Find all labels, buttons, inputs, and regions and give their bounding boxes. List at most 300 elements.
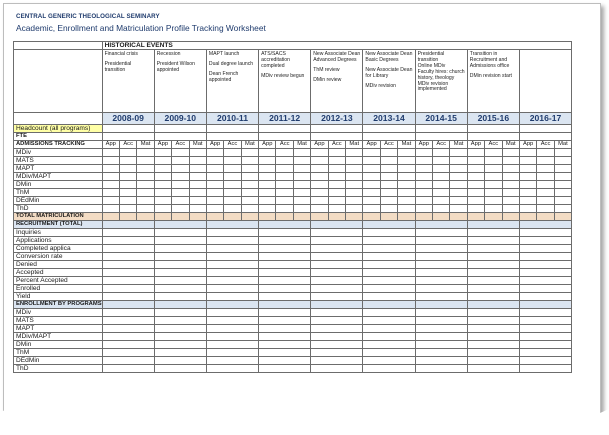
data-cell[interactable]	[172, 149, 189, 157]
data-cell[interactable]	[363, 301, 415, 309]
data-cell[interactable]	[467, 309, 519, 317]
data-cell[interactable]	[311, 173, 328, 181]
data-cell[interactable]	[102, 237, 154, 245]
data-cell[interactable]	[346, 157, 363, 165]
data-cell[interactable]	[137, 213, 154, 221]
data-cell[interactable]	[137, 149, 154, 157]
data-cell[interactable]	[450, 205, 467, 213]
data-cell[interactable]	[259, 365, 311, 373]
data-cell[interactable]	[206, 325, 258, 333]
data-cell[interactable]	[346, 165, 363, 173]
data-cell[interactable]	[519, 317, 571, 325]
data-cell[interactable]	[363, 325, 415, 333]
data-cell[interactable]	[259, 357, 311, 365]
data-cell[interactable]	[467, 261, 519, 269]
data-cell[interactable]	[137, 197, 154, 205]
data-cell[interactable]	[154, 173, 171, 181]
data-cell[interactable]	[259, 205, 276, 213]
data-cell[interactable]	[276, 173, 293, 181]
data-cell[interactable]	[467, 197, 484, 205]
data-cell[interactable]	[311, 237, 363, 245]
data-cell[interactable]	[363, 285, 415, 293]
data-cell[interactable]	[206, 149, 223, 157]
data-cell[interactable]	[519, 181, 536, 189]
data-cell[interactable]	[224, 205, 241, 213]
data-cell[interactable]	[206, 125, 258, 133]
data-cell[interactable]	[293, 197, 310, 205]
data-cell[interactable]	[119, 157, 136, 165]
data-cell[interactable]	[363, 261, 415, 269]
data-cell[interactable]	[485, 213, 502, 221]
data-cell[interactable]	[102, 229, 154, 237]
data-cell[interactable]	[259, 325, 311, 333]
data-cell[interactable]	[102, 317, 154, 325]
data-cell[interactable]	[137, 181, 154, 189]
data-cell[interactable]	[137, 157, 154, 165]
data-cell[interactable]	[432, 189, 449, 197]
data-cell[interactable]	[467, 325, 519, 333]
data-cell[interactable]	[328, 197, 345, 205]
data-cell[interactable]	[206, 189, 223, 197]
data-cell[interactable]	[276, 157, 293, 165]
data-cell[interactable]	[415, 205, 432, 213]
data-cell[interactable]	[363, 229, 415, 237]
data-cell[interactable]	[467, 269, 519, 277]
data-cell[interactable]	[415, 325, 467, 333]
data-cell[interactable]	[519, 269, 571, 277]
data-cell[interactable]	[102, 349, 154, 357]
data-cell[interactable]	[102, 325, 154, 333]
data-cell[interactable]	[519, 293, 571, 301]
data-cell[interactable]	[311, 357, 363, 365]
data-cell[interactable]	[102, 205, 119, 213]
data-cell[interactable]	[363, 205, 380, 213]
data-cell[interactable]	[172, 181, 189, 189]
data-cell[interactable]	[276, 149, 293, 157]
data-cell[interactable]	[415, 285, 467, 293]
data-cell[interactable]	[206, 253, 258, 261]
data-cell[interactable]	[189, 213, 206, 221]
data-cell[interactable]	[415, 277, 467, 285]
data-cell[interactable]	[328, 205, 345, 213]
data-cell[interactable]	[293, 189, 310, 197]
data-cell[interactable]	[328, 149, 345, 157]
data-cell[interactable]	[554, 189, 571, 197]
data-cell[interactable]	[311, 133, 363, 141]
data-cell[interactable]	[293, 213, 310, 221]
data-cell[interactable]	[119, 189, 136, 197]
data-cell[interactable]	[102, 277, 154, 285]
data-cell[interactable]	[519, 205, 536, 213]
data-cell[interactable]	[189, 173, 206, 181]
data-cell[interactable]	[450, 173, 467, 181]
data-cell[interactable]	[154, 213, 171, 221]
data-cell[interactable]	[346, 197, 363, 205]
data-cell[interactable]	[467, 149, 484, 157]
data-cell[interactable]	[363, 213, 380, 221]
data-cell[interactable]	[537, 149, 554, 157]
data-cell[interactable]	[206, 157, 223, 165]
data-cell[interactable]	[311, 253, 363, 261]
data-cell[interactable]	[259, 165, 276, 173]
data-cell[interactable]	[276, 205, 293, 213]
data-cell[interactable]	[311, 261, 363, 269]
data-cell[interactable]	[119, 149, 136, 157]
data-cell[interactable]	[485, 197, 502, 205]
data-cell[interactable]	[398, 189, 415, 197]
data-cell[interactable]	[259, 237, 311, 245]
data-cell[interactable]	[519, 125, 571, 133]
data-cell[interactable]	[259, 221, 311, 229]
data-cell[interactable]	[519, 365, 571, 373]
data-cell[interactable]	[293, 165, 310, 173]
data-cell[interactable]	[154, 253, 206, 261]
data-cell[interactable]	[363, 253, 415, 261]
data-cell[interactable]	[537, 181, 554, 189]
data-cell[interactable]	[467, 181, 484, 189]
data-cell[interactable]	[363, 157, 380, 165]
data-cell[interactable]	[259, 157, 276, 165]
data-cell[interactable]	[432, 197, 449, 205]
data-cell[interactable]	[432, 213, 449, 221]
data-cell[interactable]	[432, 157, 449, 165]
data-cell[interactable]	[467, 125, 519, 133]
data-cell[interactable]	[363, 269, 415, 277]
data-cell[interactable]	[259, 197, 276, 205]
data-cell[interactable]	[519, 165, 536, 173]
data-cell[interactable]	[380, 181, 397, 189]
data-cell[interactable]	[241, 197, 258, 205]
data-cell[interactable]	[467, 277, 519, 285]
data-cell[interactable]	[137, 205, 154, 213]
data-cell[interactable]	[467, 333, 519, 341]
data-cell[interactable]	[380, 197, 397, 205]
data-cell[interactable]	[467, 213, 484, 221]
data-cell[interactable]	[415, 197, 432, 205]
data-cell[interactable]	[224, 149, 241, 157]
data-cell[interactable]	[259, 173, 276, 181]
data-cell[interactable]	[519, 261, 571, 269]
data-cell[interactable]	[154, 189, 171, 197]
data-cell[interactable]	[328, 157, 345, 165]
data-cell[interactable]	[519, 253, 571, 261]
data-cell[interactable]	[467, 293, 519, 301]
data-cell[interactable]	[206, 365, 258, 373]
data-cell[interactable]	[432, 165, 449, 173]
data-cell[interactable]	[519, 341, 571, 349]
data-cell[interactable]	[519, 277, 571, 285]
data-cell[interactable]	[346, 181, 363, 189]
data-cell[interactable]	[467, 229, 519, 237]
data-cell[interactable]	[415, 333, 467, 341]
data-cell[interactable]	[102, 333, 154, 341]
data-cell[interactable]	[415, 309, 467, 317]
data-cell[interactable]	[154, 149, 171, 157]
data-cell[interactable]	[293, 157, 310, 165]
data-cell[interactable]	[519, 357, 571, 365]
data-cell[interactable]	[554, 157, 571, 165]
data-cell[interactable]	[467, 173, 484, 181]
data-cell[interactable]	[519, 349, 571, 357]
data-cell[interactable]	[259, 229, 311, 237]
data-cell[interactable]	[415, 269, 467, 277]
data-cell[interactable]	[432, 205, 449, 213]
data-cell[interactable]	[206, 357, 258, 365]
data-cell[interactable]	[415, 149, 432, 157]
data-cell[interactable]	[398, 181, 415, 189]
data-cell[interactable]	[224, 189, 241, 197]
data-cell[interactable]	[346, 213, 363, 221]
data-cell[interactable]	[380, 165, 397, 173]
data-cell[interactable]	[172, 197, 189, 205]
data-cell[interactable]	[415, 365, 467, 373]
data-cell[interactable]	[102, 189, 119, 197]
data-cell[interactable]	[259, 133, 311, 141]
data-cell[interactable]	[154, 165, 171, 173]
data-cell[interactable]	[259, 333, 311, 341]
data-cell[interactable]	[519, 333, 571, 341]
data-cell[interactable]	[259, 293, 311, 301]
data-cell[interactable]	[485, 165, 502, 173]
data-cell[interactable]	[102, 165, 119, 173]
data-cell[interactable]	[554, 205, 571, 213]
data-cell[interactable]	[467, 357, 519, 365]
data-cell[interactable]	[363, 365, 415, 373]
data-cell[interactable]	[311, 301, 363, 309]
data-cell[interactable]	[224, 165, 241, 173]
data-cell[interactable]	[259, 125, 311, 133]
data-cell[interactable]	[554, 213, 571, 221]
data-cell[interactable]	[519, 285, 571, 293]
data-cell[interactable]	[241, 157, 258, 165]
data-cell[interactable]	[206, 245, 258, 253]
data-cell[interactable]	[415, 341, 467, 349]
data-cell[interactable]	[102, 173, 119, 181]
data-cell[interactable]	[415, 125, 467, 133]
data-cell[interactable]	[259, 341, 311, 349]
data-cell[interactable]	[519, 133, 571, 141]
data-cell[interactable]	[154, 245, 206, 253]
data-cell[interactable]	[154, 197, 171, 205]
data-cell[interactable]	[206, 213, 223, 221]
data-cell[interactable]	[380, 157, 397, 165]
data-cell[interactable]	[415, 133, 467, 141]
data-cell[interactable]	[206, 197, 223, 205]
data-cell[interactable]	[259, 149, 276, 157]
data-cell[interactable]	[554, 181, 571, 189]
data-cell[interactable]	[172, 165, 189, 173]
data-cell[interactable]	[328, 189, 345, 197]
data-cell[interactable]	[311, 157, 328, 165]
data-cell[interactable]	[119, 165, 136, 173]
data-cell[interactable]	[102, 357, 154, 365]
data-cell[interactable]	[554, 173, 571, 181]
data-cell[interactable]	[102, 309, 154, 317]
data-cell[interactable]	[206, 237, 258, 245]
data-cell[interactable]	[154, 261, 206, 269]
data-cell[interactable]	[311, 189, 328, 197]
data-cell[interactable]	[467, 133, 519, 141]
data-cell[interactable]	[102, 365, 154, 373]
data-cell[interactable]	[224, 181, 241, 189]
data-cell[interactable]	[415, 213, 432, 221]
data-cell[interactable]	[206, 293, 258, 301]
data-cell[interactable]	[502, 205, 519, 213]
data-cell[interactable]	[189, 149, 206, 157]
data-cell[interactable]	[554, 149, 571, 157]
data-cell[interactable]	[537, 197, 554, 205]
data-cell[interactable]	[432, 173, 449, 181]
data-cell[interactable]	[102, 197, 119, 205]
data-cell[interactable]	[502, 213, 519, 221]
data-cell[interactable]	[259, 253, 311, 261]
data-cell[interactable]	[259, 317, 311, 325]
data-cell[interactable]	[467, 285, 519, 293]
data-cell[interactable]	[519, 221, 571, 229]
data-cell[interactable]	[380, 173, 397, 181]
data-cell[interactable]	[102, 269, 154, 277]
data-cell[interactable]	[206, 181, 223, 189]
data-cell[interactable]	[241, 205, 258, 213]
data-cell[interactable]	[102, 149, 119, 157]
data-cell[interactable]	[502, 189, 519, 197]
data-cell[interactable]	[363, 197, 380, 205]
data-cell[interactable]	[363, 349, 415, 357]
data-cell[interactable]	[154, 237, 206, 245]
data-cell[interactable]	[224, 197, 241, 205]
data-cell[interactable]	[189, 181, 206, 189]
data-cell[interactable]	[450, 197, 467, 205]
data-cell[interactable]	[259, 309, 311, 317]
data-cell[interactable]	[363, 181, 380, 189]
data-cell[interactable]	[119, 197, 136, 205]
data-cell[interactable]	[206, 317, 258, 325]
data-cell[interactable]	[102, 125, 154, 133]
data-cell[interactable]	[537, 173, 554, 181]
data-cell[interactable]	[119, 173, 136, 181]
data-cell[interactable]	[206, 341, 258, 349]
data-cell[interactable]	[311, 309, 363, 317]
data-cell[interactable]	[380, 149, 397, 157]
data-cell[interactable]	[311, 317, 363, 325]
data-cell[interactable]	[206, 133, 258, 141]
data-cell[interactable]	[154, 317, 206, 325]
data-cell[interactable]	[259, 261, 311, 269]
data-cell[interactable]	[311, 325, 363, 333]
data-cell[interactable]	[311, 277, 363, 285]
data-cell[interactable]	[346, 149, 363, 157]
data-cell[interactable]	[276, 189, 293, 197]
data-cell[interactable]	[154, 229, 206, 237]
data-cell[interactable]	[102, 157, 119, 165]
data-cell[interactable]	[102, 221, 154, 229]
data-cell[interactable]	[241, 181, 258, 189]
data-cell[interactable]	[259, 213, 276, 221]
data-cell[interactable]	[502, 157, 519, 165]
data-cell[interactable]	[398, 165, 415, 173]
data-cell[interactable]	[519, 301, 571, 309]
data-cell[interactable]	[311, 149, 328, 157]
data-cell[interactable]	[485, 205, 502, 213]
data-cell[interactable]	[276, 213, 293, 221]
data-cell[interactable]	[467, 365, 519, 373]
data-cell[interactable]	[102, 301, 154, 309]
data-cell[interactable]	[224, 213, 241, 221]
data-cell[interactable]	[398, 197, 415, 205]
data-cell[interactable]	[189, 197, 206, 205]
data-cell[interactable]	[189, 165, 206, 173]
data-cell[interactable]	[398, 157, 415, 165]
data-cell[interactable]	[311, 213, 328, 221]
data-cell[interactable]	[137, 189, 154, 197]
data-cell[interactable]	[415, 253, 467, 261]
data-cell[interactable]	[154, 357, 206, 365]
data-cell[interactable]	[224, 157, 241, 165]
data-cell[interactable]	[467, 165, 484, 173]
data-cell[interactable]	[154, 277, 206, 285]
data-cell[interactable]	[311, 245, 363, 253]
data-cell[interactable]	[415, 221, 467, 229]
data-cell[interactable]	[432, 149, 449, 157]
data-cell[interactable]	[398, 173, 415, 181]
data-cell[interactable]	[311, 197, 328, 205]
data-cell[interactable]	[415, 157, 432, 165]
data-cell[interactable]	[502, 165, 519, 173]
data-cell[interactable]	[154, 269, 206, 277]
data-cell[interactable]	[276, 165, 293, 173]
data-cell[interactable]	[206, 269, 258, 277]
data-cell[interactable]	[519, 325, 571, 333]
data-cell[interactable]	[519, 237, 571, 245]
data-cell[interactable]	[450, 181, 467, 189]
data-cell[interactable]	[363, 333, 415, 341]
data-cell[interactable]	[172, 213, 189, 221]
data-cell[interactable]	[467, 245, 519, 253]
data-cell[interactable]	[311, 349, 363, 357]
data-cell[interactable]	[154, 309, 206, 317]
data-cell[interactable]	[519, 245, 571, 253]
data-cell[interactable]	[415, 349, 467, 357]
data-cell[interactable]	[519, 149, 536, 157]
data-cell[interactable]	[519, 229, 571, 237]
data-cell[interactable]	[519, 173, 536, 181]
data-cell[interactable]	[415, 301, 467, 309]
data-cell[interactable]	[415, 357, 467, 365]
data-cell[interactable]	[172, 173, 189, 181]
data-cell[interactable]	[154, 349, 206, 357]
data-cell[interactable]	[276, 181, 293, 189]
data-cell[interactable]	[328, 213, 345, 221]
data-cell[interactable]	[102, 133, 154, 141]
data-cell[interactable]	[502, 149, 519, 157]
data-cell[interactable]	[311, 341, 363, 349]
data-cell[interactable]	[102, 293, 154, 301]
data-cell[interactable]	[206, 261, 258, 269]
data-cell[interactable]	[467, 237, 519, 245]
data-cell[interactable]	[206, 301, 258, 309]
data-cell[interactable]	[467, 317, 519, 325]
data-cell[interactable]	[293, 173, 310, 181]
data-cell[interactable]	[206, 221, 258, 229]
data-cell[interactable]	[450, 165, 467, 173]
data-cell[interactable]	[189, 189, 206, 197]
data-cell[interactable]	[189, 157, 206, 165]
data-cell[interactable]	[363, 133, 415, 141]
data-cell[interactable]	[537, 189, 554, 197]
data-cell[interactable]	[519, 213, 536, 221]
data-cell[interactable]	[293, 149, 310, 157]
data-cell[interactable]	[172, 189, 189, 197]
